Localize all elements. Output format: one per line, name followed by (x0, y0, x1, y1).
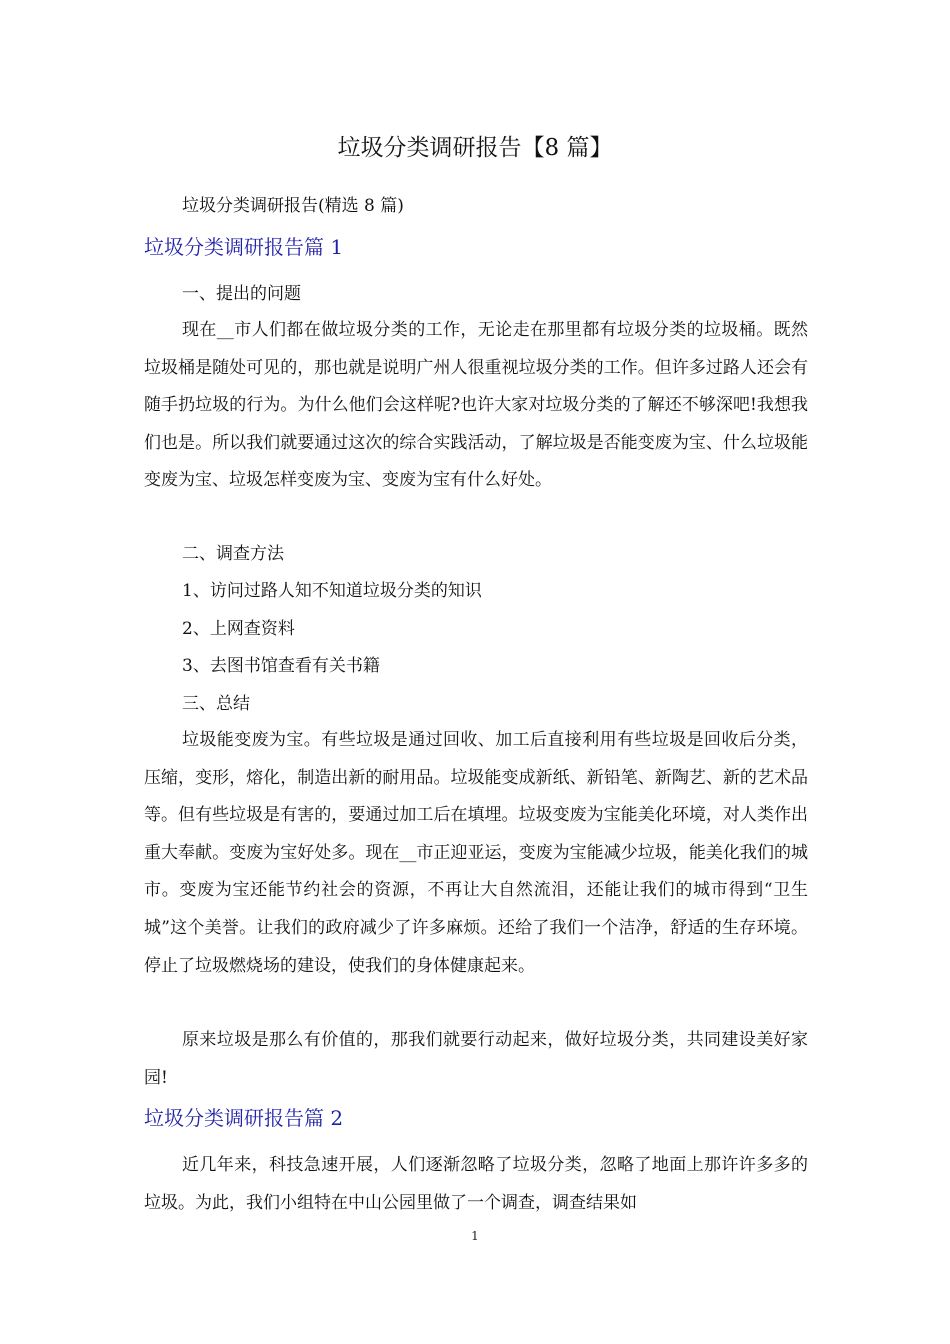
document-title: 垃圾分类调研报告【8 篇】 (337, 135, 613, 161)
page-number: 1 (471, 1229, 479, 1243)
method-item-2: 2、上网查资料 (182, 619, 295, 639)
method-item-3: 3、去图书馆查看有关书籍 (182, 656, 380, 676)
paragraph-summary: 垃圾能变废为宝。有些垃圾是通过回收、加工后直接利用有些垃圾是回收后分类，压缩，变形，熔化，制造出新的耐用品。垃圾能变成新纸、新铅笔、新陶艺、新的艺术品等。但有些垃圾是有害的，要通过加工后在填埋。垃圾变废为宝能美化环境，对人类作出重大奉献。变废为宝好处多。现在__市正迎亚运，变废为宝能减少垃圾，能美化我们的城市。变废为宝还能节约社会的资源，不再让大自然流泪，还能让我们的城市得到“卫生城”这个美誉。让我们的政府减少了许多麻烦。还给了我们一个洁净，舒适的生存环境。停止了垃圾燃烧场的建设，使我们的身体健康起来。 (144, 730, 808, 976)
section-2-heading[interactable]: 垃圾分类调研报告篇 2 (144, 1106, 344, 1130)
paragraph-section-2-intro: 近几年来，科技急速开展，人们逐渐忽略了垃圾分类，忽略了地面上那许许多多的垃圾。为此，我们小组特在中山公园里做了一个调查，调查结果如 (144, 1155, 808, 1213)
document-subtitle: 垃圾分类调研报告(精选 8 篇) (182, 196, 404, 216)
heading-problem: 一、提出的问题 (182, 284, 301, 304)
heading-method: 二、调查方法 (182, 544, 284, 564)
paragraph-problem: 现在__市人们都在做垃圾分类的工作，无论走在那里都有垃圾分类的垃圾桶。既然垃圾桶是随处可见的，那也就是说明广州人很重视垃圾分类的工作。但许多过路人还会有随手扔垃圾的行为。为什么他们会这样呢?也许大家对垃圾分类的了解还不够深吧!我想我们也是。所以我们就要通过这次的综合实践活动，了解垃圾是否能变废为宝、什么垃圾能变废为宝、垃圾怎样变废为宝、变废为宝有什么好处。 (144, 320, 808, 491)
heading-summary: 三、总结 (182, 694, 250, 714)
section-1-heading[interactable]: 垃圾分类调研报告篇 1 (144, 235, 344, 259)
paragraph-closing: 原来垃圾是那么有价值的，那我们就要行动起来，做好垃圾分类，共同建设美好家园! (144, 1030, 808, 1088)
method-item-1: 1、访问过路人知不知道垃圾分类的知识 (182, 581, 482, 601)
